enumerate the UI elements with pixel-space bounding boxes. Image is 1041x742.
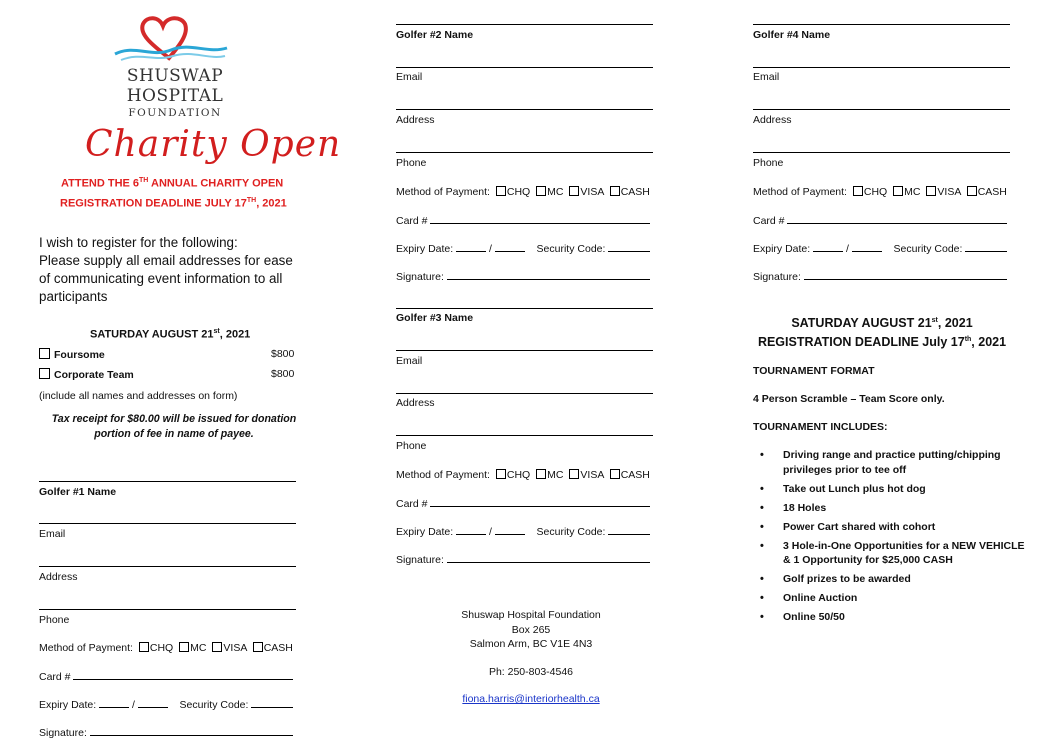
format-text: 4 Person Scramble – Team Score only. <box>753 393 945 405</box>
golfer3-expiry-month[interactable] <box>456 525 486 535</box>
golfer1-signature-field[interactable] <box>90 726 293 736</box>
golfer1-payment: Method of Payment: CHQ MC VISA CASH <box>39 642 293 654</box>
golfer2-security-field[interactable] <box>608 242 650 252</box>
golfer1-signature: Signature: <box>39 726 293 739</box>
contact-block <box>396 608 666 707</box>
golfer2-mc-checkbox[interactable] <box>536 186 546 196</box>
golfer1-expiry: Expiry Date: / Security Code: <box>39 698 293 711</box>
golfer1-address-label: Address <box>39 571 78 583</box>
golfer3-security-field[interactable] <box>608 525 650 535</box>
golfer4-signature: Signature: <box>753 270 1007 283</box>
golfer4-mc-checkbox[interactable] <box>893 186 903 196</box>
golfer3-address-label: Address <box>396 397 435 409</box>
golfer3-phone-line[interactable] <box>396 435 653 436</box>
golfer1-phone-line[interactable] <box>39 609 296 610</box>
golfer3-name-label: Golfer #3 Name <box>396 312 474 324</box>
golfer2-cash-checkbox[interactable] <box>610 186 620 196</box>
golfer2-payment: Method of Payment: CHQ MC VISA CASH <box>396 186 650 198</box>
org-name-line1: SHUSWAP HOSPITAL <box>126 66 224 106</box>
tournament-deadline: REGISTRATION DEADLINE July 17th, 2021 <box>757 335 1007 349</box>
golfer2-phone-label: Phone <box>396 157 427 169</box>
golfer3-name-line[interactable] <box>396 308 653 309</box>
golfer3-payment: Method of Payment: CHQ MC VISA CASH <box>396 469 650 481</box>
golfer4-chq-checkbox[interactable] <box>853 186 863 196</box>
heart-logo-icon <box>111 14 231 64</box>
contact-name: Shuswap Hospital Foundation <box>461 609 601 621</box>
intro-text <box>39 234 307 306</box>
includes-list <box>753 448 1025 629</box>
golfer3-card: Card # <box>396 497 650 510</box>
golfer4-visa-checkbox[interactable] <box>926 186 936 196</box>
contact-box: Box 265 <box>511 623 551 636</box>
golfer1-name-line[interactable] <box>39 481 296 482</box>
golfer1-visa-checkbox[interactable] <box>212 642 222 652</box>
golfer1-phone-label: Phone <box>39 614 70 626</box>
intro-line2: Please supply all email addresses for ease of communicating event information to all participants <box>39 253 293 304</box>
golfer4-expiry-month[interactable] <box>813 242 843 252</box>
golfer1-email-line[interactable] <box>39 523 296 524</box>
event-title: Charity Open <box>85 124 342 165</box>
golfer1-security-field[interactable] <box>251 698 293 708</box>
option-corporate-team[interactable]: Corporate Team $800 <box>39 368 297 381</box>
golfer1-cash-checkbox[interactable] <box>253 642 263 652</box>
golfer3-signature-field[interactable] <box>447 553 650 563</box>
golfer1-email-label: Email <box>39 528 66 540</box>
golfer4-name-line[interactable] <box>753 24 1010 25</box>
golfer1-mc-checkbox[interactable] <box>179 642 189 652</box>
golfer3-mc-checkbox[interactable] <box>536 469 546 479</box>
intro-line1: I wish to register for the following: <box>39 235 238 250</box>
golfer2-card-field[interactable] <box>430 214 650 224</box>
golfer3-chq-checkbox[interactable] <box>496 469 506 479</box>
includes-item: • Online 50/50 <box>753 610 1025 625</box>
option-foursome[interactable]: Foursome $800 <box>39 348 297 361</box>
golfer2-address-label: Address <box>396 114 435 126</box>
golfer2-card: Card # <box>396 214 650 227</box>
golfer1-card-field[interactable] <box>73 670 293 680</box>
golfer3-expiry-year[interactable] <box>495 525 525 535</box>
golfer4-cash-checkbox[interactable] <box>967 186 977 196</box>
golfer4-address-line[interactable] <box>753 109 1010 110</box>
golfer3-address-line[interactable] <box>396 393 653 394</box>
include-note: (include all names and addresses on form) <box>39 390 238 402</box>
golfer2-signature-field[interactable] <box>447 270 650 280</box>
attend-heading: ATTEND THE 6TH ANNUAL CHARITY OPEN <box>61 177 284 190</box>
event-date: SATURDAY AUGUST 21st, 2021 <box>90 328 251 341</box>
includes-item: • Power Cart shared with cohort <box>753 520 1025 535</box>
golfer4-card: Card # <box>753 214 1007 227</box>
golfer3-signature: Signature: <box>396 553 650 566</box>
golfer4-name-label: Golfer #4 Name <box>753 29 831 41</box>
golfer2-email-label: Email <box>396 71 423 83</box>
deadline-heading: REGISTRATION DEADLINE JULY 17TH, 2021 <box>60 197 287 210</box>
corporate-team-checkbox[interactable] <box>39 368 50 379</box>
golfer4-address-label: Address <box>753 114 792 126</box>
golfer2-expiry-year[interactable] <box>495 242 525 252</box>
includes-heading: TOURNAMENT INCLUDES: <box>753 421 888 433</box>
golfer2-signature: Signature: <box>396 270 650 283</box>
golfer2-expiry: Expiry Date: / Security Code: <box>396 242 650 255</box>
includes-item: • Take out Lunch plus hot dog <box>753 482 1025 497</box>
golfer2-phone-line[interactable] <box>396 152 653 153</box>
includes-item: • Driving range and practice putting/chipping privileges prior to tee off <box>753 448 1025 477</box>
golfer2-name-label: Golfer #2 Name <box>396 29 474 41</box>
includes-item: • 3 Hole-in-One Opportunities for a NEW VEHICLE & 1 Opportunity for $25,000 CASH <box>753 539 1025 568</box>
foursome-checkbox[interactable] <box>39 348 50 359</box>
org-name-line2: FOUNDATION <box>128 107 222 119</box>
contact-phone: Ph: 250-803-4546 <box>488 665 574 678</box>
tax-note: Tax receipt for $80.00 will be issued for donation portion of fee in name of payee. <box>51 413 297 440</box>
corporate-team-price: $800 <box>271 368 295 380</box>
includes-item: • Golf prizes to be awarded <box>753 572 1025 587</box>
golfer3-visa-checkbox[interactable] <box>569 469 579 479</box>
golfer3-email-label: Email <box>396 355 423 367</box>
golfer3-email-line[interactable] <box>396 350 653 351</box>
golfer2-visa-checkbox[interactable] <box>569 186 579 196</box>
golfer4-expiry: Expiry Date: / Security Code: <box>753 242 1007 255</box>
golfer2-address-line[interactable] <box>396 109 653 110</box>
golfer4-phone-line[interactable] <box>753 152 1010 153</box>
golfer4-email-label: Email <box>753 71 780 83</box>
golfer1-expiry-year[interactable] <box>138 698 168 708</box>
org-name <box>90 66 260 119</box>
golfer1-chq-checkbox[interactable] <box>139 642 149 652</box>
format-heading: TOURNAMENT FORMAT <box>753 365 875 377</box>
golfer4-payment: Method of Payment: CHQ MC VISA CASH <box>753 186 1007 198</box>
golfer1-address-line[interactable] <box>39 566 296 567</box>
golfer4-phone-label: Phone <box>753 157 784 169</box>
golfer4-expiry-year[interactable] <box>852 242 882 252</box>
contact-city: Salmon Arm, BC V1E 4N3 <box>469 638 593 650</box>
golfer3-expiry: Expiry Date: / Security Code: <box>396 525 650 538</box>
tournament-date: SATURDAY AUGUST 21st, 2021 <box>791 316 973 330</box>
golfer4-signature-field[interactable] <box>804 270 1007 280</box>
golfer1-card: Card # <box>39 670 293 683</box>
golfer3-card-field[interactable] <box>430 497 650 507</box>
golfer2-chq-checkbox[interactable] <box>496 186 506 196</box>
golfer3-phone-label: Phone <box>396 440 427 452</box>
contact-email-link[interactable]: fiona.harris@interiorhealth.ca <box>462 693 600 705</box>
golfer1-name-label: Golfer #1 Name <box>39 486 117 498</box>
golfer2-name-line[interactable] <box>396 24 653 25</box>
includes-item: • Online Auction <box>753 591 1025 606</box>
golfer3-cash-checkbox[interactable] <box>610 469 620 479</box>
foursome-price: $800 <box>271 348 295 360</box>
golfer4-security-field[interactable] <box>965 242 1007 252</box>
golfer1-expiry-month[interactable] <box>99 698 129 708</box>
golfer4-card-field[interactable] <box>787 214 1007 224</box>
golfer2-email-line[interactable] <box>396 67 653 68</box>
includes-item: • 18 Holes <box>753 501 1025 516</box>
golfer4-email-line[interactable] <box>753 67 1010 68</box>
golfer2-expiry-month[interactable] <box>456 242 486 252</box>
